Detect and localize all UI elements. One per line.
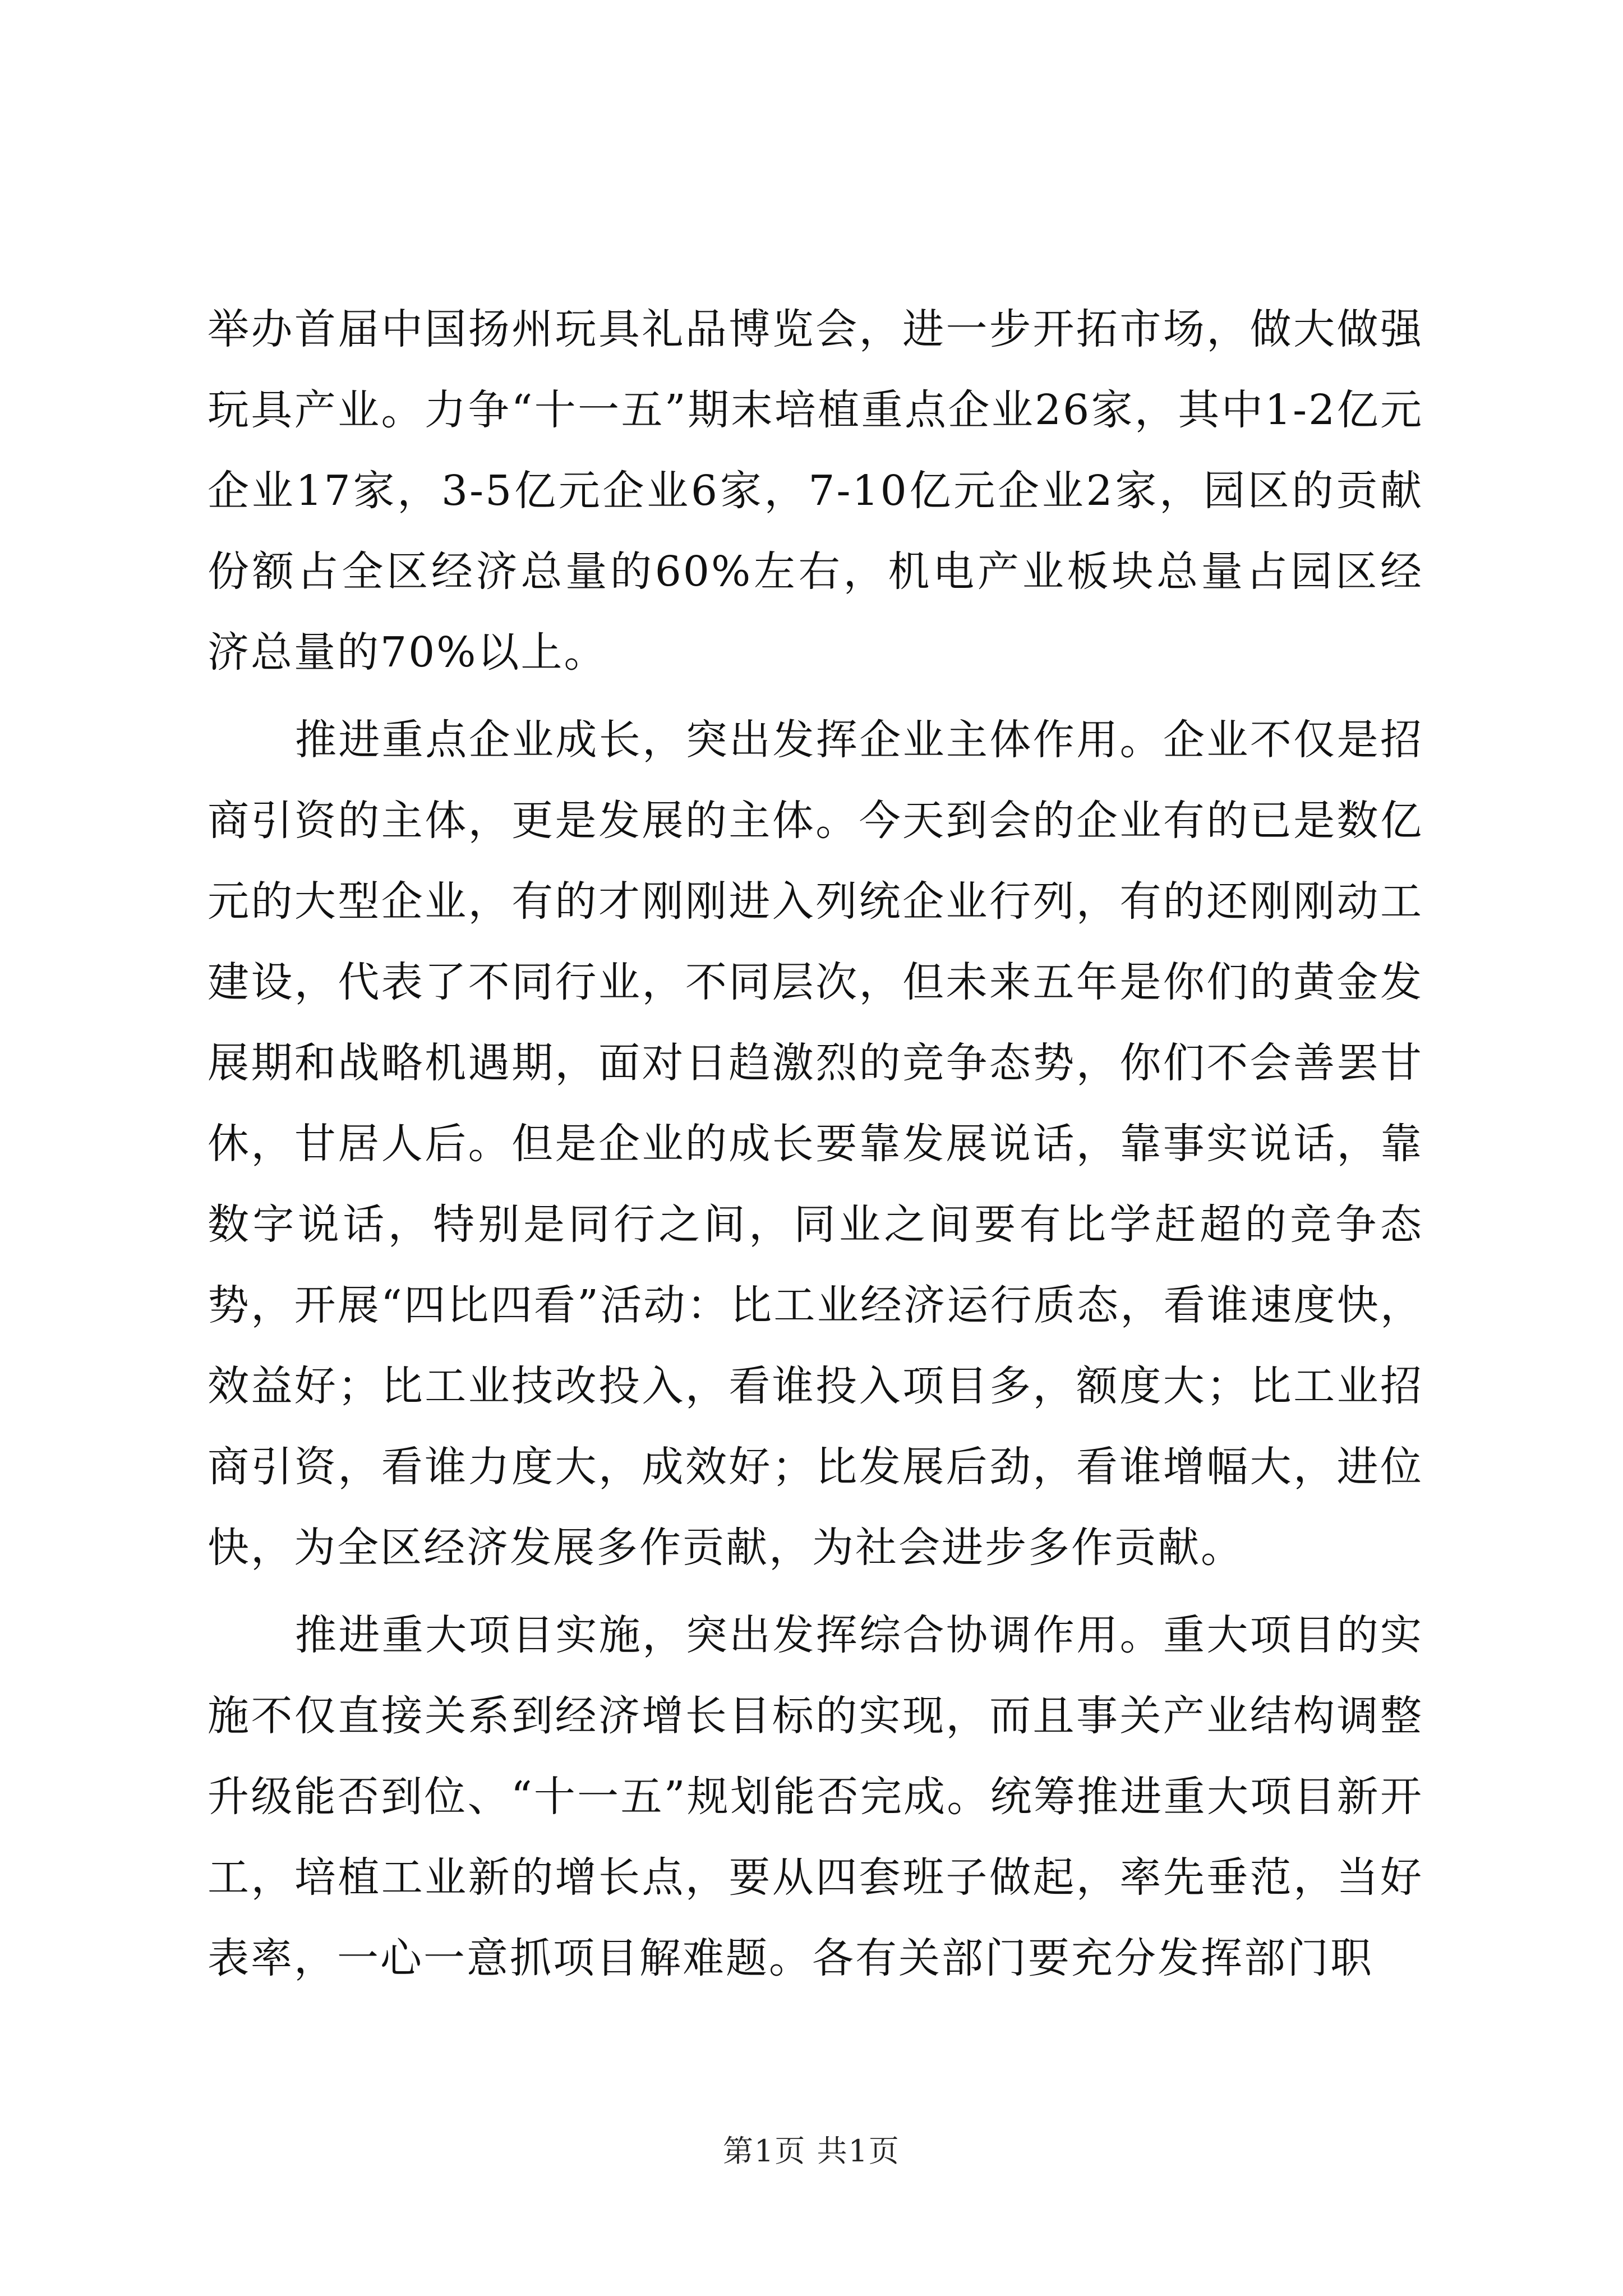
page-footer [0, 2132, 1623, 2171]
paragraph-1: 举办首届中国扬州玩具礼品博览会，进一步开拓市场，做大做强玩具产业。力争“十一五”期末培植重点企业26家，其中1-2亿元企业17家，3-5亿元企业6家，7-10亿元企业2家，园区的贡献份额占全区经济总量的60%左右，机电产业板块总量占园区经济总量的70%以上。 [208, 305, 1423, 677]
paragraph-3: 推进重大项目实施，突出发挥综合协调作用。重大项目的实施不仅直接关系到经济增长目标的实现，而且事关产业结构调整升级能否到位、“十一五”规划能否完成。统筹推进重大项目新开工，培植工业新的增长点，要从四套班子做起，率先垂范，当好表率，一心一意抓项目解难题。各有关部门要充分发挥部门职 [208, 1611, 1423, 1982]
paragraph-2: 推进重点企业成长，突出发挥企业主体作用。企业不仅是招商引资的主体，更是发展的主体。今天到会的企业有的已是数亿元的大型企业，有的才刚刚进入列统企业行列，有的还刚刚动工建设，代表了不同行业，不同层次，但未来五年是你们的黄金发展期和战略机遇期，面对日趋激烈的竞争态势，你们不会善罢甘休，甘居人后。但是企业的成长要靠发展说话，靠事实说话，靠数字说话，特别是同行之间，同业之间要有比学赶超的竞争态势，开展“四比四看”活动：比工业经济运行质态，看谁速度快，效益好；比工业技改投入，看谁投入项目多，额度大；比工业招商引资，看谁力度大，成效好；比发展后劲，看谁增幅大，进位快，为全区经济发展多作贡献，为社会进步多作贡献。 [208, 716, 1423, 1572]
page-number-label: 第1页 共1页 [723, 2133, 900, 2169]
document-body [208, 289, 1423, 2005]
